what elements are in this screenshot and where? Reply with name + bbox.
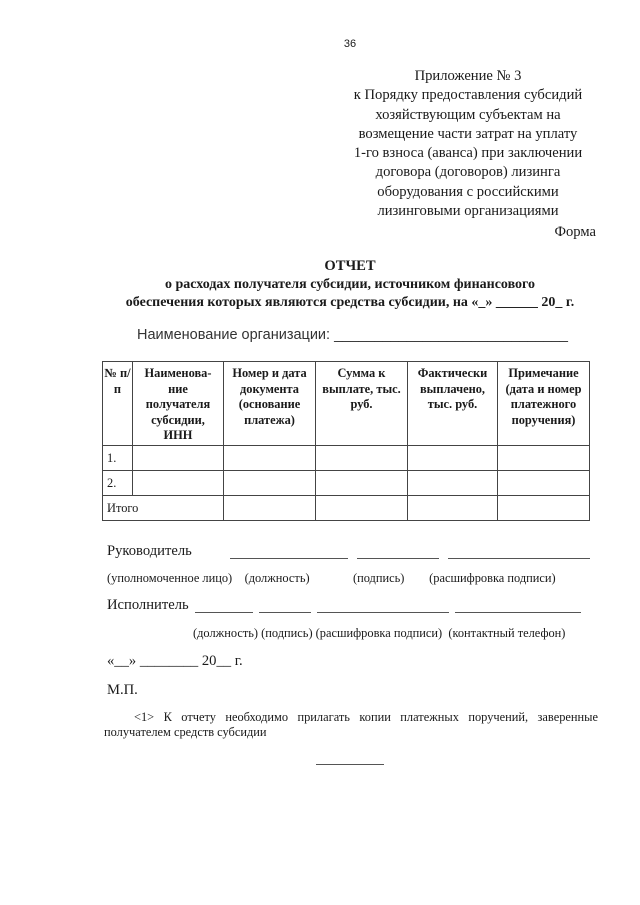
total-label-cell (103, 496, 224, 521)
organization-name-field: Наименование организации: _____________________________ (137, 327, 568, 343)
table-cell (498, 496, 590, 521)
table-cell (133, 446, 224, 471)
head-label: Руководитель (107, 543, 192, 559)
appendix-line: оборудования с российскими (377, 183, 559, 200)
executor-position-line (195, 598, 253, 613)
column-header-document: Номер и дата документа (основание платежа) (224, 362, 316, 446)
appendix-line: к Порядку предоставления субсидий (353, 87, 583, 104)
footnote (104, 710, 598, 740)
column-header-amount-paid: Фактически выплачено, тыс. руб. (408, 362, 498, 446)
table-cell (224, 496, 316, 521)
table-cell (133, 471, 224, 496)
end-separator-line (316, 764, 384, 765)
appendix-line: хозяйствующим субъектам на (375, 106, 561, 123)
footnote-text: <1> К отчету необходимо прилагать копии платежных поручений, заверенные получателем средств субсидии (104, 710, 598, 739)
executor-signature-line (259, 598, 311, 613)
document-title: ОТЧЕТ (324, 258, 376, 274)
table-cell (498, 446, 590, 471)
report-table (102, 361, 590, 521)
column-header-note: Примечание (дата и номер платежного поручения) (498, 362, 590, 446)
head-name-line (448, 544, 590, 559)
table-cell (316, 496, 408, 521)
document-subtitle (100, 276, 600, 311)
table-row (103, 471, 590, 496)
table-row (103, 446, 590, 471)
executor-caption: (должность) (подпись) (расшифровка подписи) (контактный телефон) (193, 626, 566, 640)
appendix-line: возмещение части затрат на уплату (358, 125, 578, 142)
row-number: 1. (107, 451, 117, 465)
row-number-cell (103, 471, 133, 496)
appendix-line: Приложение № 3 (414, 68, 522, 84)
subtitle-line: обеспечения которых являются средства субсидии, на «_» ______ 20_ г. (125, 294, 575, 310)
table-cell (316, 471, 408, 496)
executor-name-line (317, 598, 449, 613)
total-label: Итого (107, 501, 139, 515)
head-caption: (уполномоченное лицо) (должность) (подпись) (расшифровка подписи) (107, 571, 556, 585)
form-label: Форма (554, 224, 596, 240)
table-cell (316, 446, 408, 471)
head-signature-line (357, 544, 439, 559)
row-number-cell (103, 446, 133, 471)
executor-label: Исполнитель (107, 597, 189, 613)
date-line: «__» ________ 20__ г. (107, 653, 243, 669)
table-cell (408, 471, 498, 496)
subtitle-line: о расходах получателя субсидии, источником финансового (164, 277, 536, 292)
appendix-header (330, 67, 606, 221)
table-cell (498, 471, 590, 496)
appendix-line: договора (договоров) лизинга (375, 164, 561, 181)
table-cell (408, 496, 498, 521)
table-header-row (103, 362, 590, 446)
row-number: 2. (107, 476, 117, 490)
appendix-line: лизинговыми организациями (377, 203, 559, 220)
table-cell (408, 446, 498, 471)
appendix-line: 1-го взноса (аванса) при заключении (353, 145, 583, 162)
stamp-label: М.П. (107, 682, 138, 698)
column-header-recipient: Наименова-ние получателя субсидии, ИНН (133, 362, 224, 446)
head-position-line (230, 544, 348, 559)
table-cell (224, 446, 316, 471)
page-number: 36 (343, 38, 357, 50)
column-header-number: № п/п (103, 362, 133, 446)
column-header-amount-due: Сумма к выплате, тыс. руб. (316, 362, 408, 446)
table-cell (224, 471, 316, 496)
executor-phone-line (455, 598, 581, 613)
table-total-row (103, 496, 590, 521)
